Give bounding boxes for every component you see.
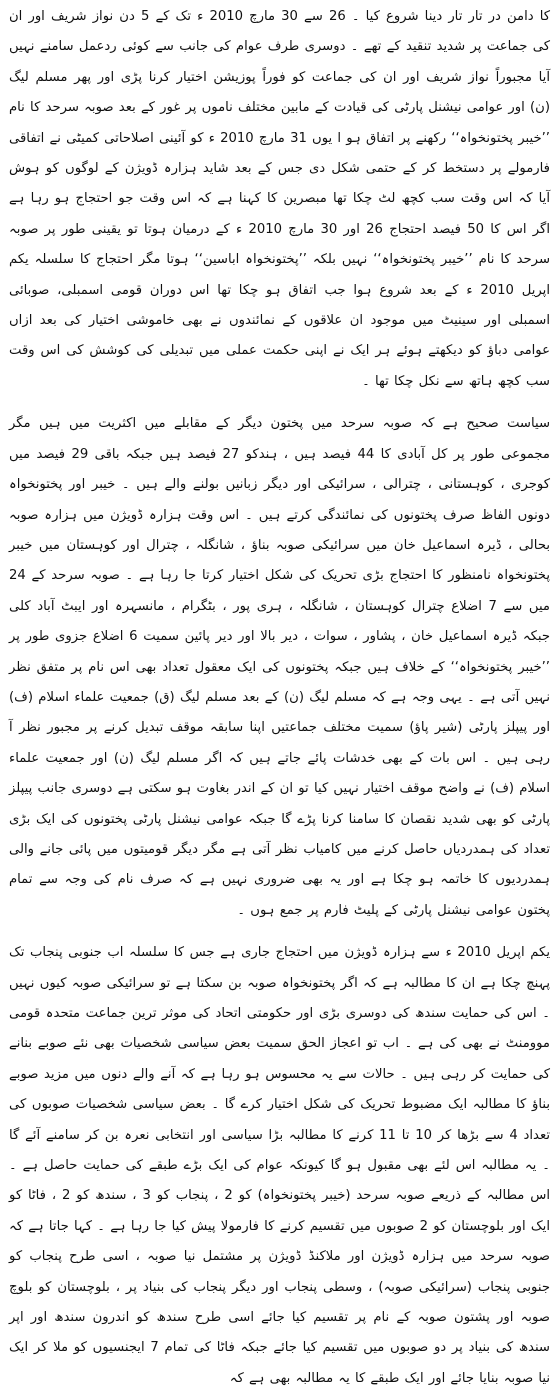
article-paragraph-1: کا دامن در تار تار دینا شروع کیا ۔ 26 سے 30 مارچ 2010 ء تک کے 5 دن نواز شریف اور ان کی جماعت پر شدید تنقید کے تھے ۔ دوسری طرف عوام کی جانب سے کوئی ردعمل سامنے نہیں آیا مجبوراً نواز شریف اور ان کی جماعت کو فوراً پوزیشن اختیار کرنا پڑی اور پھر مسلم لیگ (ن) اور عوامی نیشنل پارٹی کی قیادت کے مابین مختلف ناموں پر غور کے بعد صوبہ سرحد کا نام ’’خیبر پختونخواہ‘‘ رکھنے پر اتفاق ہو ا یوں 31 مارچ 2010 ء کو آئینی اصلاحاتی کمیٹی نے اتفاقی فارمولے پر دستخط کر کے حتمی شکل دی جس کے بعد شاید ہزارہ ڈویژن کے لوگوں کو ہوش آیا کہ اس وقت سب کچھ لٹ چکا تھا مبصرین کا کہنا ہے کہ اس وقت جو احتجاج ہو رہا ہے اگر اس کا 50 فیصد احتجاج 26 اور 30 مارچ 2010 ء کے درمیان ہوتا تو یقینی طور پر صوبہ سرحد کا نام ’’خیبر پختونخواہ‘‘ نہیں بلکہ ’’پختونخواہ اباسین‘‘ ہوتا مگر احتجاج کا سلسلہ یکم اپریل 2010 ء کے بعد شروع ہوا جب اتفاق ہو چکا تھا اس دوران قومی اسمبلی، صوبائی اسمبلی اور سینیٹ میں موجود ان علاقوں کے نمائندوں نے بھی خاموشی اختیار کی بعد ازاں عوامی دباؤ کو دیکھتے ہوئے ہر ایک نے اپنی حکمت عملی میں تبدیلی کی کوشش کی اس وقت سب کچھ ہاتھ سے نکل چکا تھا ۔ xyxy=(9,9,550,389)
article-paragraph-3: یکم اپریل 2010 ء سے ہزارہ ڈویژن میں احتجاج جاری ہے جس کا سلسلہ اب جنوبی پنجاب تک پہنچ چکا ہے ان کا مطالبہ ہے کہ اگر پختونخواہ صوبہ بن سکتا ہے تو سرائیکی صوبہ کیوں نہیں ۔ اس کی حمایت سندھ کی دوسری بڑی اور حکومتی اتحاد کی موثر ترین جماعت متحدہ قومی موومنٹ نے بھی کی ہے ۔ اب تو اعجاز الحق سمیت بعض سیاسی شخصیات بھی نئے صوبے بنانے کی حمایت کر رہی ہیں ۔ حالات سے یہ محسوس ہو رہا ہے کہ آنے والے دنوں میں مزید صوبے بناؤ کا مطالبہ ایک مضبوط تحریک کی شکل اختیار کرے گا ۔ بعض سیاسی شخصیات صوبوں کی تعداد 4 سے بڑھا کر 10 تا 11 کرنے کا مطالبہ بڑا سیاسی اور انتخابی نعرہ بن کر سامنے آئے گا ۔ یہ مطالبہ اس لئے بھی مقبول ہو گا کیونکہ عوام کی ایک بڑے طبقے کی حمایت حاصل ہے ۔ اس مطالبہ کے ذریعے صوبہ سرحد (خیبر پختونخواہ) کو 2 ، پنجاب کو 3 ، سندھ کو 2 ، فاٹا کو ایک اور بلوچستان کو 2 صوبوں میں تقسیم کرنے کا فارمولا پیش کیا جا رہا ہے ۔ کہا جاتا ہے کہ صوبہ سرحد میں ہزارہ ڈویژن اور ملاکنڈ ڈویژن پر مشتمل نیا صوبہ ، اسی طرح پنجاب کو جنوبی پنجاب (سرائیکی صوبہ) ، وسطی پنجاب اور دیگر پنجاب کی بنیاد پر ، بلوچستان کو بلوچ صوبہ اور پشتون صوبہ کے نام پر تقسیم کیا جائے اسی طرح سندھ کو اندرون سندھ اور اپر سندھ کی بنیاد پر دو صوبوں میں تقسیم کیا جائے جبکہ فاٹا کی تمام 7 ایجنسیوں کو ملا کر ایک نیا صوبہ بنایا جائے اور ایک طبقے کا یہ مطالبہ بھی ہے کہ xyxy=(9,945,551,1386)
article-paragraph-2: سیاست صحیح ہے کہ صوبہ سرحد میں پختون دیگر کے مقابلے میں اکثریت میں ہیں مگر مجموعی طور پر کل آبادی کا 44 فیصد ہیں ، ہندکو 27 فیصد ہیں جبکہ باقی 29 فیصد میں کوجری ، کوہستانی ، چترالی ، سرائیکی اور دیگر زبانیں بولنے والے ہیں ۔ خیبر اور پختونخواہ دونوں الفاظ صرف پختونوں کی نمائندگی کرتے ہیں ۔ اس وقت ہزارہ ڈویژن میں ہزارہ صوبہ بحالی ، ڈیرہ اسماعیل خان میں سرائیکی صوبہ بناؤ ، شانگلہ ، چترال اور کوہستان میں خیبر پختونخواہ نامنظور کا احتجاج بڑی تحریک کی شکل اختیار کرتا جا رہا ہے ۔ صوبہ سرحد کے 24 میں سے 7 اضلاع چترال کوہستان ، شانگلہ ، ہری پور ، بٹگرام ، مانسہرہ اور ایبٹ آباد کلی جبکہ ڈیرہ اسماعیل خان ، پشاور ، سوات ، دیر بالا اور دیر پائین سمیت 6 اضلاع جزوی طور پر ’’خیبر پختونخواہ‘‘ کے خلاف ہیں جبکہ پختونوں کی ایک معقول تعداد بھی اس نام پر متفق نظر نہیں آتی ہے ۔ یہی وجہ ہے کہ مسلم لیگ (ن) کے بعد مسلم لیگ (ق) جمعیت علماء اسلام (ف) اور پیپلز پارٹی (شیر پاؤ) سمیت مختلف جماعتیں اپنا سابقہ موقف تبدیل کرنے پر مجبور نظر آ رہی ہیں ۔ اس بات کے بھی خدشات پائے جاتے ہیں کہ اگر مسلم لیگ (ن) اور جمعیت علماء اسلام (ف) نے واضح موقف اختیار نہیں کیا تو ان کے اندر بغاوت ہو سکتی ہے دوسری جانب پیپلز پارٹی کو بھی شدید نقصان کا سامنا کرنا پڑے گا جبکہ عوامی نیشنل پارٹی پختونوں کی ایک بڑی تعداد کی ہمدردیاں حاصل کرنے میں کامیاب نظر آتی ہے مگر دیگر قومیتوں میں پائی جانے والی ہمدردیوں کا خاتمہ ہو چکا ہے اور یہ بھی ضروری نہیں ہے کہ صرف نام کی وجہ سے تمام پختون عوامی نیشنل پارٹی کے پلیٹ فارم پر جمع ہوں ۔ xyxy=(9,416,550,918)
